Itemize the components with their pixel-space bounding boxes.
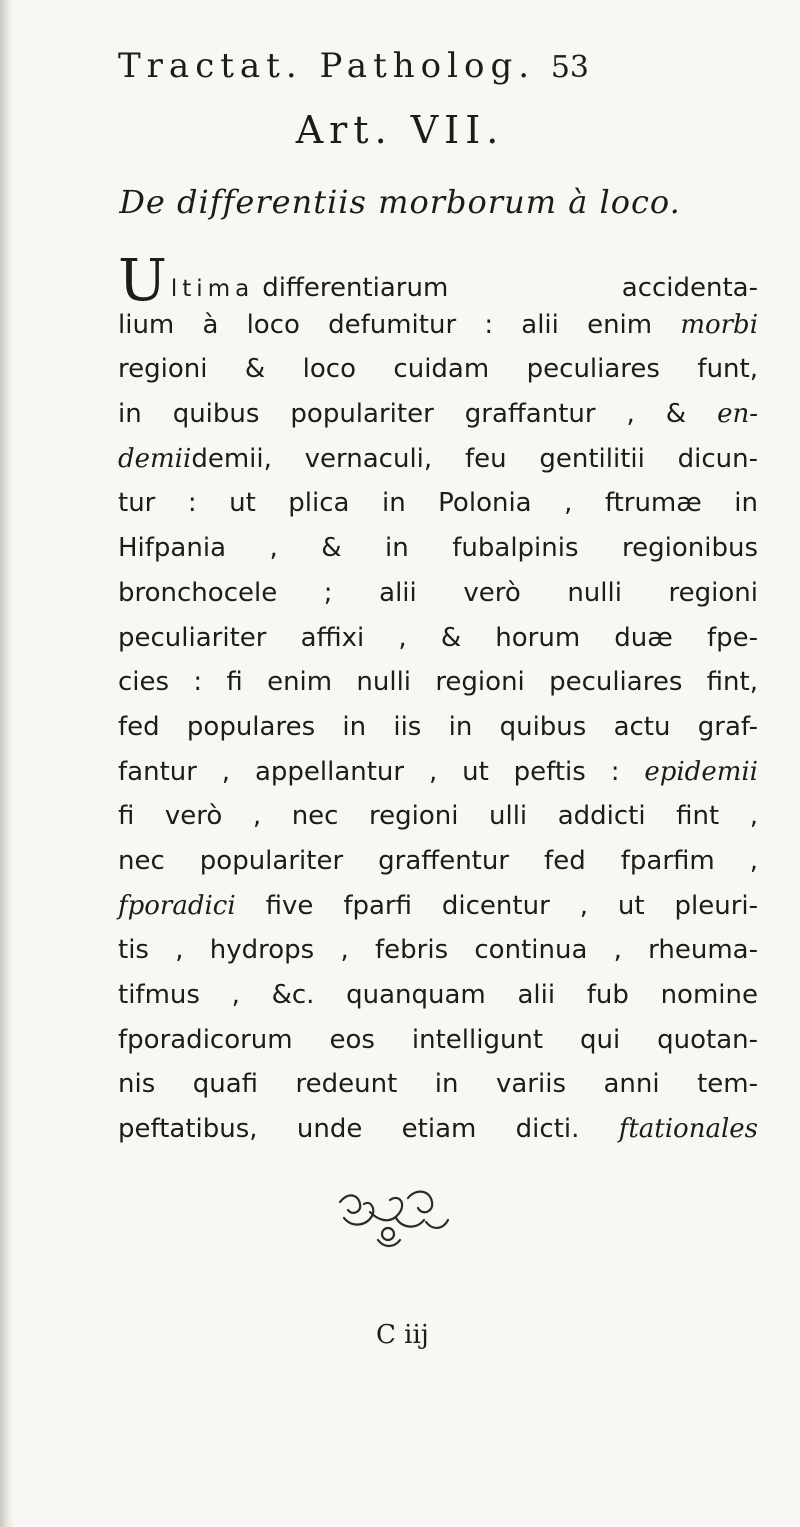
running-head — [118, 46, 768, 86]
text-line: fi verò , nec regioni ulli addicti fint , — [118, 801, 758, 832]
signature-mark: C iij — [376, 1320, 429, 1350]
body-text — [118, 246, 759, 1152]
drop-cap: U — [118, 246, 167, 314]
text-line — [118, 1107, 758, 1152]
italic-word: fporadici — [118, 890, 236, 921]
line-text: in quibus populariter graffantur , & — [118, 399, 687, 430]
text-line: fporadicorum eos intelligunt qui quotan- — [118, 1024, 758, 1055]
text-line: fed populares in iis in quibus actu graf- — [118, 711, 758, 742]
text-line: nec populariter graffentur fed fparfim , — [118, 845, 758, 876]
italic-word: epidemii — [644, 756, 758, 787]
article-heading: Art. VII. — [295, 108, 505, 152]
line-text: peftatibus, unde etiam dicti. — [118, 1114, 580, 1145]
first-word-rest: ltima — [170, 276, 255, 302]
binding-edge — [0, 0, 14, 1527]
italic-word: morbi — [680, 309, 759, 340]
text-line: regioni & loco cuidam peculiares funt, — [118, 354, 758, 385]
text-line: tifmus , &c. quanquam alii fub nomine — [118, 980, 758, 1010]
text-line: Hifpania , & in fubalpinis regionibus — [118, 533, 758, 564]
line-text: demii, vernaculi, feu gentilitii dicun- — [191, 443, 758, 474]
printers-ornament-icon — [330, 1182, 460, 1256]
text-line: nis quafi redeunt in variis anni tem- — [118, 1069, 758, 1100]
section-title: De differentiis morborum à loco. — [119, 183, 681, 221]
text-line: tis , hydrops , febris continua , rheuma- — [118, 935, 758, 966]
italic-word: en- — [717, 399, 758, 430]
running-head-title: Tractat. Patholog. — [118, 46, 536, 86]
text-line: peculiariter affixi , & horum duæ fpe- — [118, 622, 758, 653]
line-text: fantur , appellantur , ut peftis : — [118, 756, 620, 787]
text-line — [118, 246, 758, 314]
text-line — [118, 750, 758, 795]
text-line — [118, 884, 758, 929]
text-line: cies : fi enim nulli regioni peculiares fint, — [118, 667, 758, 698]
text-line: tur : ut plica in Polonia , ftrumæ in — [118, 488, 758, 519]
text-line: bronchocele ; alii verò nulli regioni — [118, 577, 758, 608]
italic-word: demii — [118, 443, 192, 474]
italic-word: ftationales — [618, 1114, 758, 1145]
line-text: five fparfi dicentur , ut pleuri- — [265, 890, 758, 921]
text-line — [118, 392, 758, 437]
line-text: lium à loco defumitur : alii enim — [118, 309, 653, 340]
text-line — [118, 303, 758, 348]
page-number: 53 — [550, 50, 590, 85]
line-text: differentiarum accidenta- — [262, 273, 758, 303]
text-line — [118, 437, 758, 482]
